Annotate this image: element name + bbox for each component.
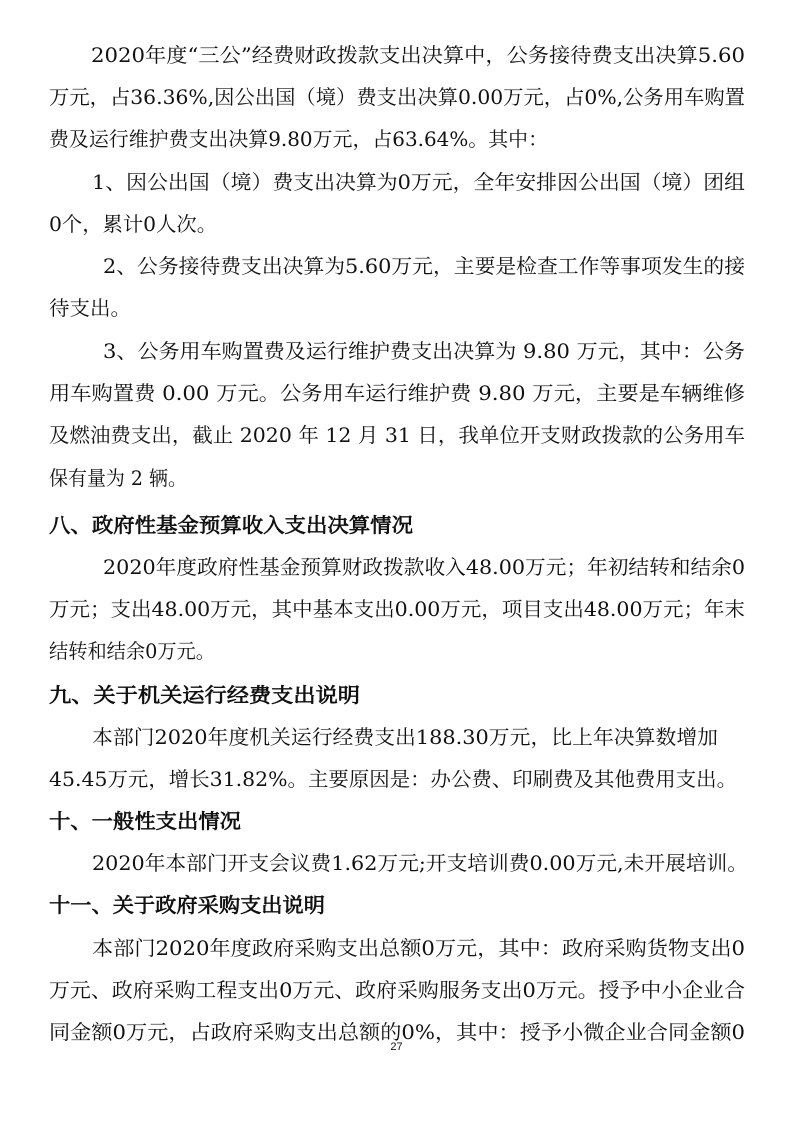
page-number: 27 [390, 1041, 403, 1053]
list-item-line: 2、公务接待费支出决算为5.60万元，主要是检查工作等事项发生的接 [103, 254, 745, 278]
paragraph-line: 本部门2020年度政府采购支出总额0万元，其中：政府采购货物支出0 [92, 936, 745, 960]
paragraph-line: 万元，占36.36%,因公出国（境）费支出决算0.00万元，占0%,公务用车购置 [49, 85, 745, 109]
list-item-line: 用车购置费 0.00 万元。公务用车运行维护费 9.80 万元，主要是车辆维修 [49, 381, 745, 405]
section-heading: 九、关于机关运行经费支出说明 [49, 683, 360, 707]
list-item-line: 1、因公出国（境）费支出决算为0万元，全年安排因公出国（境）团组 [92, 170, 745, 194]
paragraph-line: 2020年度政府性基金预算财政拨款收入48.00万元；年初结转和结余0 [103, 555, 745, 579]
paragraph-line: 万元、政府采购工程支出0万元、政府采购服务支出0万元。授予中小企业合 [49, 978, 746, 1002]
paragraph-line: 2020年度“三公”经费财政拨款支出决算中，公务接待费支出决算5.60 [91, 43, 745, 67]
paragraph-line: 万元；支出48.00万元，其中基本支出0.00万元，项目支出48.00万元；年末 [49, 597, 745, 621]
section-heading: 十一、关于政府采购支出说明 [49, 893, 325, 917]
paragraph-line: 结转和结余0万元。 [49, 639, 215, 663]
section-heading: 十、一般性支出情况 [49, 809, 242, 833]
paragraph-line: 45.45万元，增长31.82%。主要原因是：办公费、印刷费及其他费用支出。 [49, 767, 737, 791]
list-item-line: 保有量为 2 辆。 [49, 466, 187, 490]
list-item-line: 3、公务用车购置费及运行维护费支出决算为 9.80 万元，其中：公务 [103, 339, 745, 363]
list-item-line: 及燃油费支出，截止 2020 年 12 月 31 日，我单位开支财政拨款的公务用车 [49, 423, 745, 447]
section-heading: 八、政府性基金预算收入支出决算情况 [49, 513, 413, 537]
list-item-line: 0个，累计0人次。 [49, 212, 217, 236]
paragraph-line: 本部门2020年度机关运行经费支出188.30万元，比上年决算数增加 [92, 725, 718, 749]
list-item-line: 待支出。 [49, 296, 131, 320]
paragraph-line: 费及运行维护费支出决算9.80万元，占63.64%。其中： [49, 127, 548, 151]
paragraph-line: 2020年本部门开支会议费1.62万元;开支培训费0.00万元,未开展培训。 [92, 851, 748, 875]
paragraph-line: 同金额0万元，占政府采购支出总额的0%，其中：授予小微企业合同金额0 [49, 1020, 746, 1044]
